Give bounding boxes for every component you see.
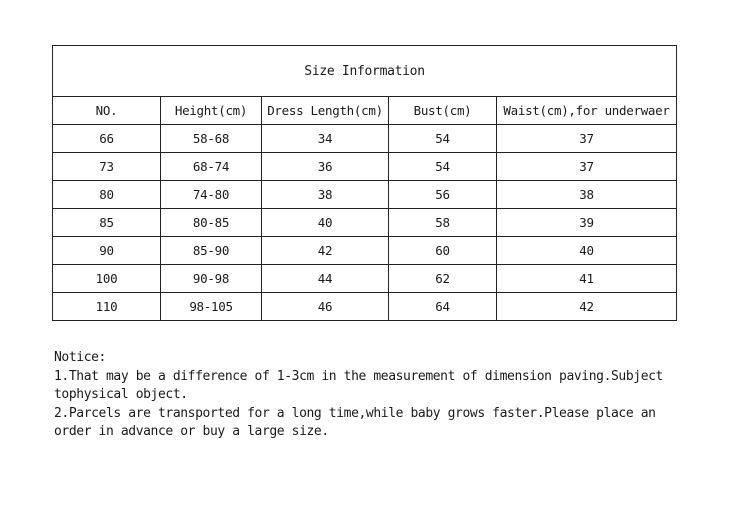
cell-bust: 54 <box>389 153 497 181</box>
cell-bust: 54 <box>389 125 497 153</box>
cell-bust: 64 <box>389 293 497 321</box>
table-row <box>53 181 677 209</box>
cell-dress-length: 46 <box>262 293 389 321</box>
cell-height: 74-80 <box>161 181 262 209</box>
cell-height: 80-85 <box>161 209 262 237</box>
cell-no: 100 <box>53 265 161 293</box>
cell-dress-length: 34 <box>262 125 389 153</box>
table-row <box>53 265 677 293</box>
cell-no: 80 <box>53 181 161 209</box>
cell-height: 85-90 <box>161 237 262 265</box>
cell-no: 85 <box>53 209 161 237</box>
notice-line: 2.Parcels are transported for a long time,while baby grows faster.Please place an <box>54 405 656 421</box>
header-bust: Bust(cm) <box>389 97 497 125</box>
cell-bust: 58 <box>389 209 497 237</box>
cell-height: 90-98 <box>161 265 262 293</box>
header-waist: Waist(cm),for underwaer <box>497 97 677 125</box>
table-row <box>53 209 677 237</box>
cell-dress-length: 44 <box>262 265 389 293</box>
cell-waist: 40 <box>497 237 677 265</box>
cell-waist: 38 <box>497 181 677 209</box>
header-no: NO. <box>53 97 161 125</box>
cell-dress-length: 42 <box>262 237 389 265</box>
table-row <box>53 293 677 321</box>
cell-height: 68-74 <box>161 153 262 181</box>
cell-dress-length: 38 <box>262 181 389 209</box>
notice-section <box>54 349 694 442</box>
size-table <box>52 45 677 321</box>
table-row <box>53 153 677 181</box>
header-height: Height(cm) <box>161 97 262 125</box>
cell-waist: 37 <box>497 125 677 153</box>
notice-line: tophysical object. <box>54 387 188 402</box>
cell-no: 66 <box>53 125 161 153</box>
table-title: Size Information <box>53 46 677 97</box>
cell-bust: 56 <box>389 181 497 209</box>
cell-bust: 62 <box>389 265 497 293</box>
cell-height: 98-105 <box>161 293 262 321</box>
cell-dress-length: 36 <box>262 153 389 181</box>
cell-height: 58-68 <box>161 125 262 153</box>
cell-no: 90 <box>53 237 161 265</box>
cell-dress-length: 40 <box>262 209 389 237</box>
cell-no: 73 <box>53 153 161 181</box>
cell-bust: 60 <box>389 237 497 265</box>
cell-waist: 41 <box>497 265 677 293</box>
notice-line: 1.That may be a difference of 1-3cm in the measurement of dimension paving.Subject <box>54 368 663 384</box>
cell-no: 110 <box>53 293 161 321</box>
table-row <box>53 125 677 153</box>
cell-waist: 37 <box>497 153 677 181</box>
cell-waist: 39 <box>497 209 677 237</box>
notice-line: order in advance or buy a large size. <box>54 424 329 439</box>
notice-heading: Notice: <box>54 350 106 365</box>
header-row <box>53 97 677 125</box>
table-row <box>53 237 677 265</box>
header-dress-length: Dress Length(cm) <box>262 97 389 125</box>
cell-waist: 42 <box>497 293 677 321</box>
